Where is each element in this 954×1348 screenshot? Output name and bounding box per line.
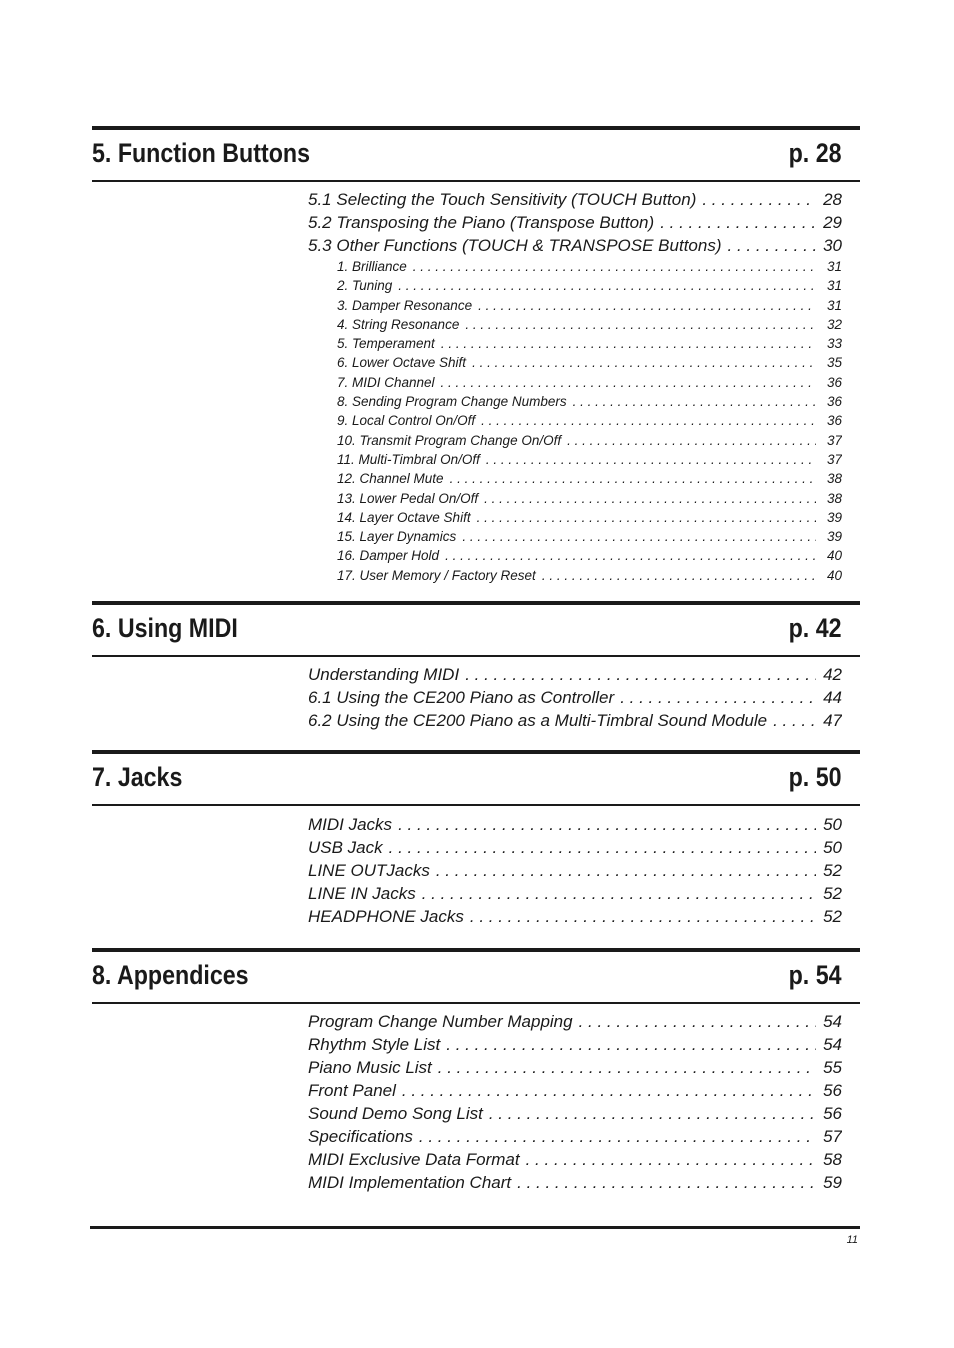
toc-entry — [308, 213, 842, 236]
toc-entry-label: 12. Channel Mute — [337, 471, 444, 487]
toc-entry-label: 2. Tuning — [337, 278, 393, 294]
dot-leader — [470, 907, 816, 927]
toc-entry — [308, 711, 842, 734]
toc-entry-page: 54 — [823, 1035, 842, 1054]
dot-leader — [620, 688, 816, 708]
toc-entry-label: 15. Layer Dynamics — [337, 529, 457, 545]
toc-section-using-midi — [92, 601, 860, 730]
toc-entry — [308, 259, 842, 278]
toc-entry — [308, 355, 842, 374]
dot-leader — [441, 336, 816, 351]
toc-entry-label: USB Jack — [308, 838, 383, 857]
toc-entry-label: MIDI Exclusive Data Format — [308, 1150, 520, 1169]
toc-entry-label: 6. Lower Octave Shift — [337, 355, 467, 371]
toc-entry — [308, 884, 842, 907]
toc-entry-page: 28 — [823, 190, 842, 209]
toc-entry — [308, 1127, 842, 1150]
dot-leader — [567, 433, 816, 448]
toc-entry — [308, 1012, 842, 1035]
toc-entry-page: 36 — [826, 374, 842, 390]
toc-entry — [308, 1058, 842, 1081]
toc-entry-page: 52 — [823, 907, 842, 926]
toc-entry-page: 29 — [823, 213, 842, 232]
toc-entry-label: Program Change Number Mapping — [308, 1012, 573, 1031]
dot-leader — [477, 510, 816, 525]
toc-entry — [308, 491, 842, 510]
toc-entry-label: Rhythm Style List — [308, 1035, 441, 1054]
toc-entry-label: LINE OUTJacks — [308, 861, 430, 880]
dot-leader — [579, 1012, 816, 1032]
toc-entry-label: MIDI Jacks — [308, 815, 393, 834]
toc-entry-page: 32 — [826, 316, 842, 332]
dot-leader — [660, 213, 816, 233]
dot-leader — [526, 1150, 816, 1170]
dot-leader — [445, 548, 816, 563]
toc-entry-page: 59 — [823, 1173, 842, 1192]
dot-leader — [465, 665, 816, 685]
dot-leader — [419, 1127, 816, 1147]
dot-leader — [517, 1173, 816, 1193]
entry-list — [308, 665, 842, 734]
dot-leader — [398, 278, 816, 293]
dot-leader — [413, 259, 816, 274]
toc-entry-page: 57 — [823, 1127, 842, 1146]
toc-entry — [308, 838, 842, 861]
toc-entry-label: Sound Demo Song List — [308, 1104, 483, 1123]
toc-entry-label: 5.1 Selecting the Touch Sensitivity (TOUCH Button) — [308, 190, 697, 209]
dot-leader — [462, 529, 816, 544]
toc-entry-page: 40 — [826, 548, 842, 564]
section-header — [92, 948, 860, 1004]
toc-entry-label: 3. Damper Resonance — [337, 297, 473, 313]
toc-entry — [308, 413, 842, 432]
toc-entry — [308, 394, 842, 413]
toc-entry-label: LINE IN Jacks — [308, 884, 416, 903]
toc-entry-page: 47 — [823, 711, 842, 730]
dot-leader — [478, 298, 816, 313]
toc-entry — [308, 1104, 842, 1127]
toc-entry — [308, 452, 842, 471]
toc-entry-page: 52 — [823, 861, 842, 880]
toc-entry-label: 9. Local Control On/Off — [337, 413, 476, 429]
toc-entry-page: 36 — [826, 413, 842, 429]
dot-leader — [773, 711, 816, 731]
toc-entry — [308, 471, 842, 490]
page-number: 11 — [846, 1234, 858, 1246]
toc-entry-page: 40 — [826, 567, 842, 583]
toc-entry-label: 14. Layer Octave Shift — [337, 509, 471, 525]
toc-entry — [308, 861, 842, 884]
toc-entry-label: Understanding MIDI — [308, 665, 460, 684]
toc-entry-page: 38 — [826, 490, 842, 506]
dot-leader — [389, 838, 816, 858]
toc-entry-page: 56 — [823, 1081, 842, 1100]
toc-entry-page: 31 — [826, 278, 842, 294]
toc-entry — [308, 298, 842, 317]
toc-entry — [308, 529, 842, 548]
dot-leader — [450, 471, 816, 486]
dot-leader — [728, 236, 817, 256]
toc-entry-label: HEADPHONE Jacks — [308, 907, 464, 926]
toc-entry — [308, 236, 842, 259]
toc-entry-label: 6.2 Using the CE200 Piano as a Multi-Timbral Sound Module — [308, 711, 768, 730]
toc-entry — [308, 317, 842, 336]
dot-leader — [472, 355, 816, 370]
toc-entry-page: 31 — [826, 297, 842, 313]
toc-entry — [308, 688, 842, 711]
toc-entry-page: 56 — [823, 1104, 842, 1123]
dot-leader — [486, 452, 816, 467]
section-title: 6. Using MIDI — [92, 613, 238, 643]
toc-entry — [308, 278, 842, 297]
toc-entry — [308, 907, 842, 930]
dot-leader — [481, 413, 816, 428]
section-title: 5. Function Buttons — [92, 138, 310, 168]
toc-entry — [308, 1081, 842, 1104]
dot-leader — [465, 317, 816, 332]
dot-leader — [702, 190, 816, 210]
toc-entry-label: 13. Lower Pedal On/Off — [337, 490, 479, 506]
section-header — [92, 750, 860, 806]
toc-entry-label: 7. MIDI Channel — [337, 374, 435, 390]
toc-entry — [308, 336, 842, 355]
entry-list — [308, 190, 842, 587]
toc-entry-page: 37 — [826, 451, 842, 467]
toc-entry-label: 10. Transmit Program Change On/Off — [337, 432, 562, 448]
toc-entry-page: 39 — [826, 529, 842, 545]
section-title: 7. Jacks — [92, 762, 183, 792]
toc-entry-page: 38 — [826, 471, 842, 487]
toc-entry-page: 36 — [826, 394, 842, 410]
toc-entry — [308, 433, 842, 452]
toc-entry-page: 58 — [823, 1150, 842, 1169]
section-page-ref: p. 50 — [789, 762, 842, 792]
dot-leader — [573, 394, 816, 409]
section-page-ref: p. 28 — [789, 138, 842, 168]
toc-entry-page: 31 — [826, 259, 842, 274]
toc-entry-page: 42 — [823, 665, 842, 684]
toc-entry-page: 35 — [826, 355, 842, 371]
toc-entry-label: 5.3 Other Functions (TOUCH & TRANSPOSE Buttons) — [308, 236, 722, 255]
dot-leader — [438, 1058, 816, 1078]
toc-section-appendices — [92, 948, 860, 1192]
toc-entry-page: 52 — [823, 884, 842, 903]
toc-entry-page: 55 — [823, 1058, 842, 1077]
section-title: 8. Appendices — [92, 960, 249, 990]
dot-leader — [489, 1104, 816, 1124]
toc-entry — [308, 815, 842, 838]
dot-leader — [436, 861, 816, 881]
dot-leader — [441, 375, 816, 390]
entry-list — [308, 1012, 842, 1196]
toc-entry-page: 44 — [823, 688, 842, 707]
toc-entry-page: 33 — [826, 336, 842, 352]
toc-entry — [308, 1150, 842, 1173]
toc-entry-label: 16. Damper Hold — [337, 548, 440, 564]
toc-entry-page: 37 — [826, 432, 842, 448]
toc-entry-label: MIDI Implementation Chart — [308, 1173, 512, 1192]
toc-entry-label: Front Panel — [308, 1081, 396, 1100]
toc-section-jacks — [92, 750, 860, 926]
toc-entry-label: 1. Brilliance — [337, 259, 407, 274]
toc-section-function-buttons — [92, 126, 860, 583]
section-header — [92, 126, 860, 182]
toc-entry-page: 54 — [823, 1012, 842, 1031]
toc-entry-page: 30 — [823, 236, 842, 255]
toc-entry-page: 50 — [823, 838, 842, 857]
dot-leader — [422, 884, 816, 904]
section-page-ref: p. 42 — [789, 613, 842, 643]
toc-entry-label: 4. String Resonance — [337, 316, 460, 332]
dot-leader — [484, 491, 816, 506]
dot-leader — [542, 568, 816, 583]
toc-entry-label: Specifications — [308, 1127, 413, 1146]
toc-entry — [308, 568, 842, 587]
toc-entry-label: 17. User Memory / Factory Reset — [337, 567, 536, 583]
bottom-rule — [90, 1226, 860, 1229]
toc-entry — [308, 1035, 842, 1058]
toc-entry-label: 6.1 Using the CE200 Piano as Controller — [308, 688, 615, 707]
toc-entry-label: 8. Sending Program Change Numbers — [337, 394, 567, 410]
entry-list — [308, 815, 842, 930]
toc-entry-label: Piano Music List — [308, 1058, 432, 1077]
toc-entry — [308, 548, 842, 567]
toc-entry — [308, 665, 842, 688]
toc-entry — [308, 190, 842, 213]
toc-entry — [308, 375, 842, 394]
section-page-ref: p. 54 — [789, 960, 842, 990]
toc-entry — [308, 1173, 842, 1196]
toc-entry-label: 5. Temperament — [337, 336, 435, 352]
section-header — [92, 601, 860, 657]
toc-entry — [308, 510, 842, 529]
toc-entry-label: 11. Multi-Timbral On/Off — [337, 451, 480, 467]
toc-entry-label: 5.2 Transposing the Piano (Transpose Button) — [308, 213, 655, 232]
dot-leader — [398, 815, 816, 835]
dot-leader — [446, 1035, 816, 1055]
toc-entry-page: 50 — [823, 815, 842, 834]
toc-entry-page: 39 — [826, 509, 842, 525]
dot-leader — [402, 1081, 816, 1101]
